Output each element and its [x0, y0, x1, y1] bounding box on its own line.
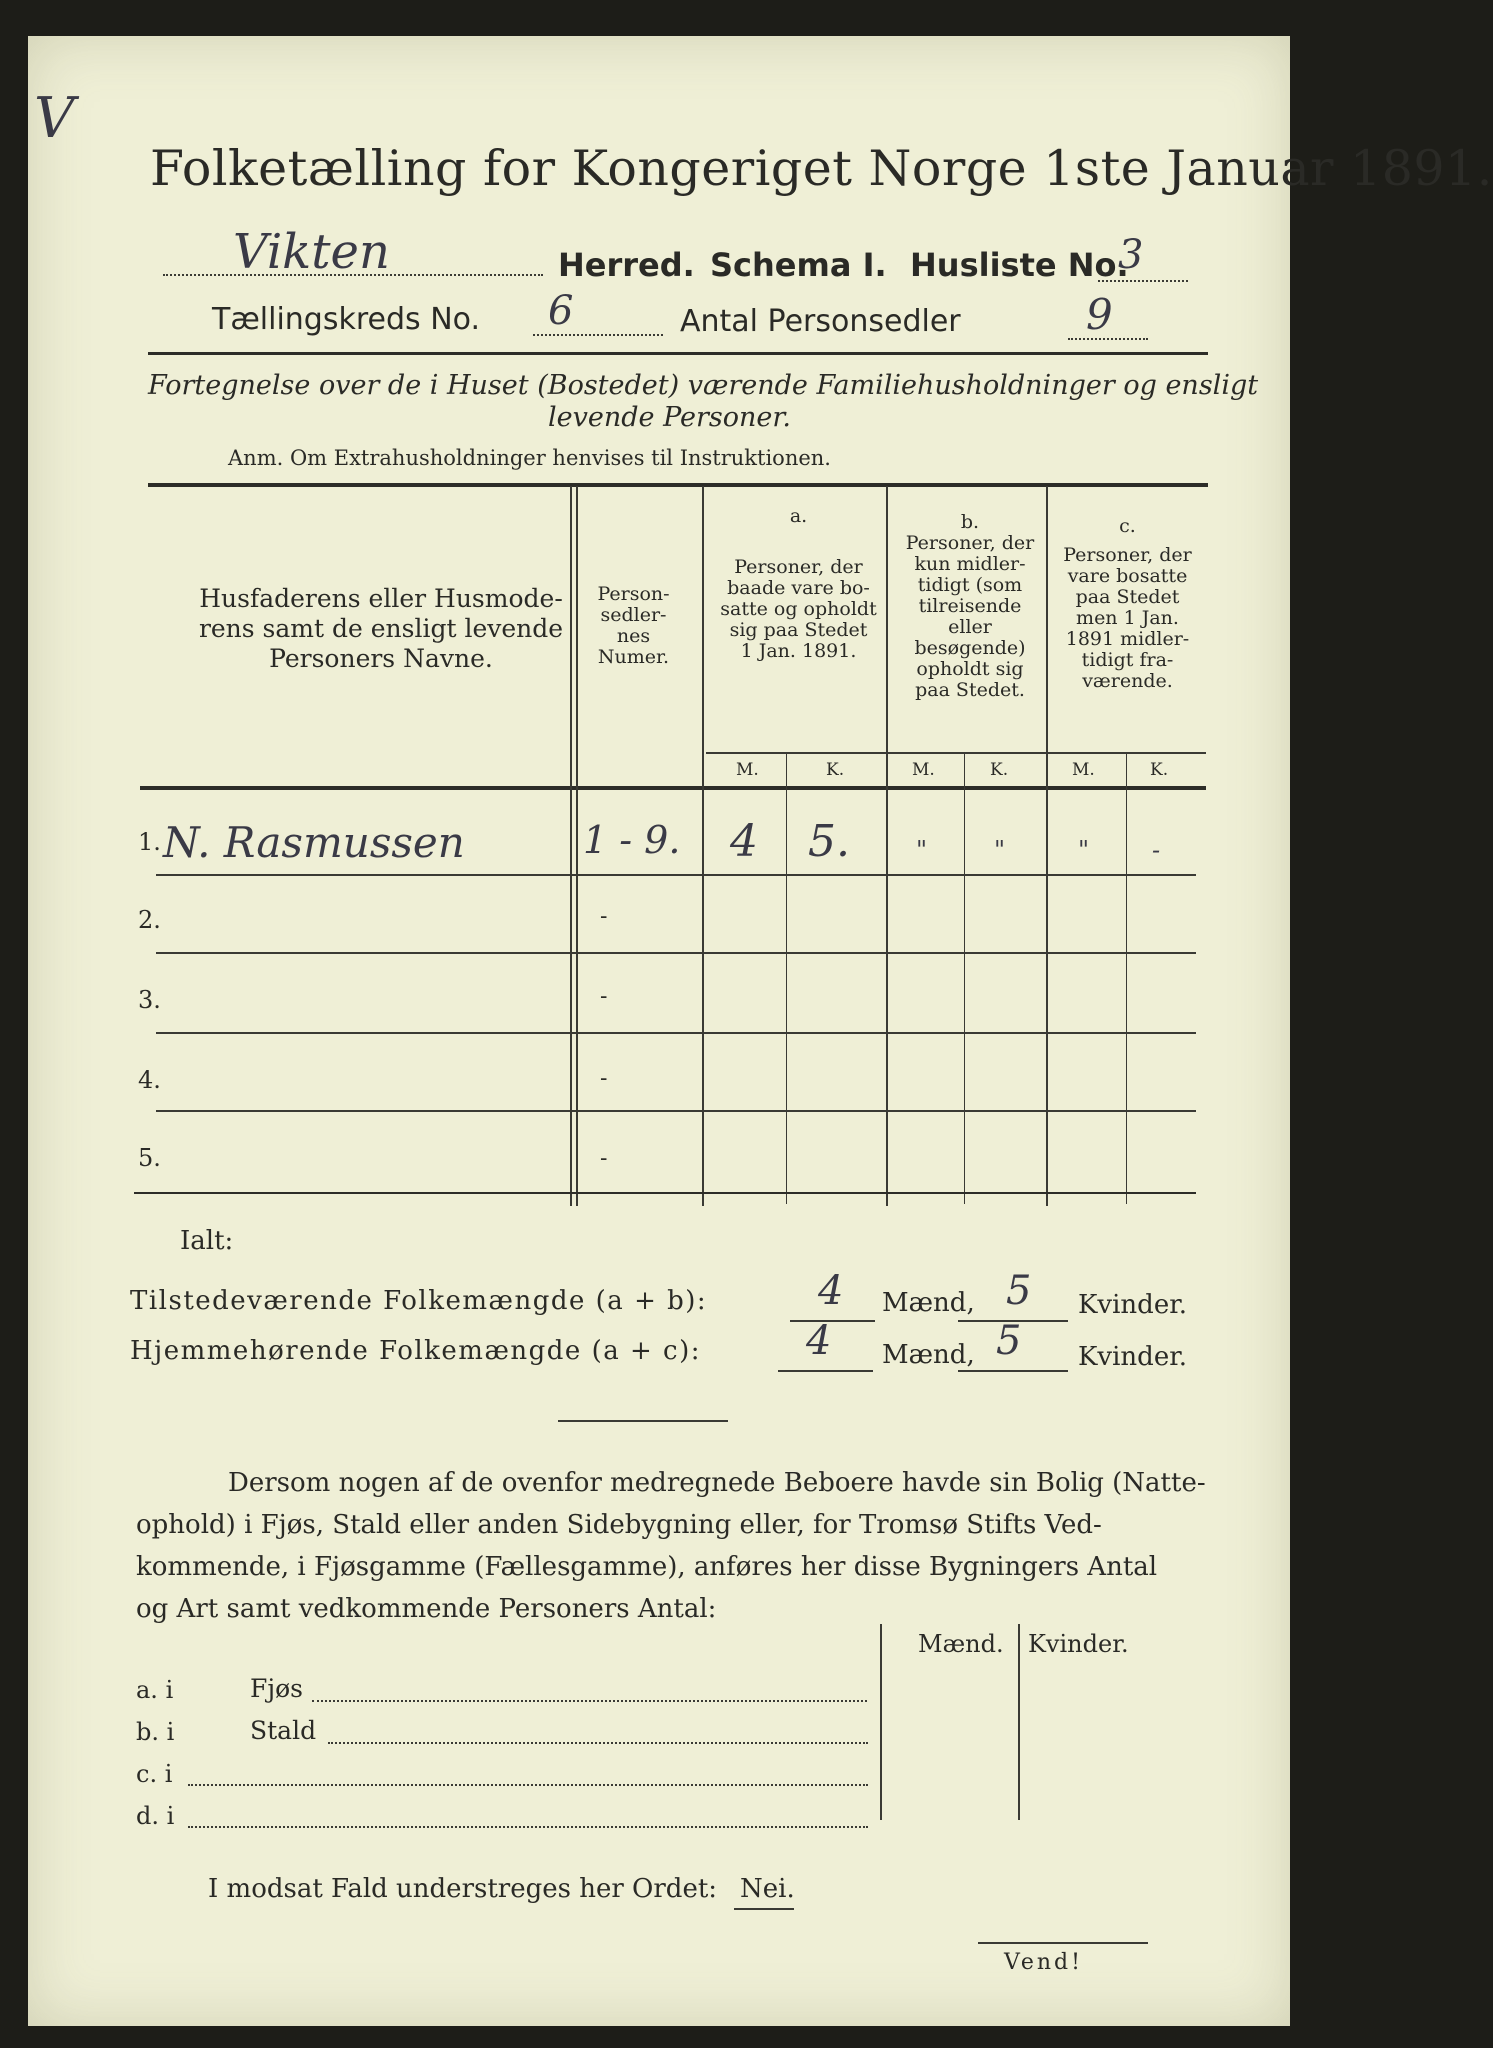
b-m-head: M.: [912, 760, 935, 780]
bygning-b-label: Stald: [250, 1716, 317, 1745]
mk-top-line: [706, 752, 1206, 754]
bygning-line4: og Art samt vedkommende Personers Antal:: [136, 1594, 717, 1624]
bygning-vline2: [1018, 1624, 1020, 1820]
row1-b-m: ": [916, 836, 928, 864]
hjemme-k-line: [958, 1370, 1068, 1372]
row3-sedler: -: [600, 984, 608, 1009]
husliste-dotline: [1098, 280, 1188, 282]
row1-name: N. Rasmussen: [163, 818, 465, 867]
nei-underline: [734, 1908, 794, 1910]
vend-rule: [978, 1942, 1148, 1944]
row1-a-m: 4: [730, 816, 758, 867]
margin-mark: V: [34, 86, 75, 151]
header-rule: [148, 352, 1208, 355]
table-bottom-rule: [134, 1192, 1196, 1194]
modsat-text: I modsat Fald understreges her Ordet:: [208, 1874, 718, 1904]
row1-line: [156, 874, 1196, 876]
tilstede-maend-value: 4: [818, 1268, 844, 1314]
separator-rule: [558, 1420, 728, 1422]
bygning-b-letter: b. i: [136, 1718, 175, 1746]
hjemme-maend-label: Mænd,: [882, 1340, 975, 1370]
bygning-c-letter: c. i: [136, 1760, 173, 1788]
schema-label: Schema I.: [710, 246, 887, 284]
kreds-dotline: [533, 334, 663, 336]
vend-text: Vend!: [1004, 1950, 1083, 1975]
row4-sedler: -: [600, 1066, 608, 1091]
kreds-value: 6: [548, 288, 574, 334]
row1-c-m: ": [1078, 836, 1090, 864]
bygning-line1: Dersom nogen af de ovenfor medregnede Beboere havde sin Bolig (Natte-: [228, 1468, 1206, 1498]
bygning-line2: ophold) i Fjøs, Stald eller anden Sidebygning eller, for Tromsø Stifts Ved-: [136, 1510, 1102, 1540]
bygning-vline1: [880, 1624, 882, 1820]
table-top-rule: [148, 483, 1208, 487]
col-num-header: Person- sedler- nes Numer.: [597, 583, 670, 668]
b-k-head: K.: [990, 760, 1009, 780]
form-title: Folketælling for Kongeriget Norge 1ste Januar 1891.: [150, 140, 1493, 197]
row5-sedler: -: [600, 1146, 608, 1171]
row3-line: [156, 1032, 1196, 1034]
tilstede-kvinder-label: Kvinder.: [1078, 1290, 1188, 1320]
intro-note: Anm. Om Extrahusholdninger henvises til Instruktionen.: [228, 446, 831, 470]
row3-number: 3.: [138, 986, 161, 1014]
col-a-header: a. Personer, der baade vare bo- satte og opholdt sig paa Stedet 1 Jan. 1891.: [720, 505, 877, 662]
col-name-header: Husfaderens eller Husmode- rens samt de ensligt levende Personers Navne.: [198, 584, 564, 673]
row5-number: 5.: [138, 1144, 161, 1172]
bygning-kvinder-head: Kvinder.: [1028, 1630, 1129, 1658]
row1-number: 1.: [138, 828, 161, 856]
vline-b-mid: [964, 752, 965, 1204]
a-m-head: M.: [736, 760, 759, 780]
nei-word: Nei.: [740, 1874, 795, 1904]
row4-line: [156, 1110, 1196, 1112]
row1-b-k: ": [994, 836, 1006, 864]
hjemme-kvinder-label: Kvinder.: [1078, 1342, 1188, 1372]
vline-c-mid: [1126, 752, 1127, 1204]
herred-label: Herred.: [558, 246, 695, 284]
row4-number: 4.: [138, 1066, 161, 1094]
antal-value: 9: [1086, 290, 1113, 339]
vline-name: [570, 486, 572, 1206]
husliste-label: Husliste No.: [910, 246, 1129, 284]
row1-sedler: 1 - 9.: [583, 818, 681, 862]
row1-a-k: 5.: [808, 816, 850, 867]
row2-number: 2.: [138, 906, 161, 934]
bygning-a-dots: [312, 1700, 867, 1702]
a-k-head: K.: [826, 760, 845, 780]
tilstede-maend-label: Mænd,: [882, 1288, 975, 1318]
hjemme-label: Hjemmehørende Folkemængde (a + c):: [130, 1336, 701, 1366]
row2-line: [156, 952, 1196, 954]
vline-b: [1046, 486, 1048, 1206]
census-form-sheet: [28, 36, 1493, 2026]
hjemme-maend-value: 4: [806, 1318, 832, 1364]
bygning-maend-head: Mænd.: [918, 1630, 1004, 1658]
vline-num: [702, 486, 704, 1206]
vline-a: [886, 486, 888, 1206]
c-m-head: M.: [1072, 760, 1095, 780]
kreds-label: Tællingskreds No.: [212, 302, 480, 337]
hjemme-m-line: [778, 1370, 873, 1372]
hjemme-kvinder-value: 5: [996, 1318, 1022, 1364]
bygning-c-dots: [188, 1784, 868, 1786]
col-c-header: c. Personer, der vare bosatte paa Stedet men 1 Jan. 1891 midler- tidigt fra- værende.: [1063, 515, 1192, 692]
husliste-value: 3: [1118, 232, 1144, 278]
ialt-label: Ialt:: [180, 1226, 234, 1256]
intro-line1: Fortegnelse over de i Huset (Bostedet) værende Familiehusholdninger og ensligt: [148, 370, 1259, 401]
herred-value: Vikten: [233, 224, 390, 280]
bygning-line3: kommende, i Fjøsgamme (Fællesgamme), anføres her disse Bygningers Antal: [136, 1552, 1158, 1582]
c-k-head: K.: [1150, 760, 1169, 780]
row2-sedler: -: [600, 904, 608, 929]
bygning-b-dots: [328, 1742, 868, 1744]
tilstede-label: Tilstedeværende Folkemængde (a + b):: [130, 1286, 708, 1316]
intro-line2: levende Personer.: [548, 402, 791, 433]
bygning-d-letter: d. i: [136, 1802, 175, 1830]
vline-a-mid: [786, 752, 787, 1204]
row1-c-k: -: [1152, 836, 1161, 864]
tilstede-m-line: [790, 1320, 875, 1322]
bygning-d-dots: [188, 1826, 868, 1828]
bygning-a-label: Fjøs: [250, 1674, 303, 1703]
vline-name2: [576, 486, 578, 1206]
col-b-header: b. Personer, der kun midler- tidigt (som tilreisende eller besøgende) opholdt sig paa Stedet.: [905, 511, 1035, 701]
tilstede-kvinder-value: 5: [1006, 1268, 1032, 1314]
antal-label: Antal Personsedler: [680, 304, 961, 339]
bygning-a-letter: a. i: [136, 1676, 174, 1704]
